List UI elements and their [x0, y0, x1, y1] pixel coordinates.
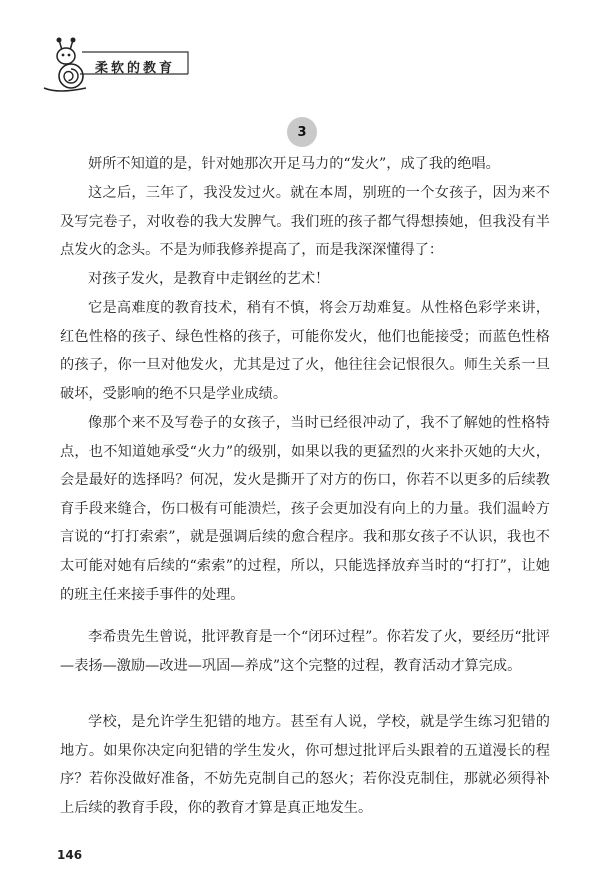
paragraph: 它是高难度的教育技术，稍有不慎，将会万劫难复。从性格色彩学来讲，红色性格的孩子、绿色性格的孩子，可能你发火，他们也能接受；而蓝色性格的孩子，你一旦对他发火，尤其是过了火，他往往会记恨很久。师生关系一旦破坏，受影响的绝不只是学业成绩。 [60, 300, 550, 402]
book-title: 柔软的教育 [95, 61, 176, 76]
paragraph: 李希贵先生曾说，批评教育是一个“闭环过程”。你若发了火，要经历“批评—表扬—激励—改进—巩固—养成”这个完整的过程，教育活动才算完成。 [60, 629, 550, 674]
paragraph: 学校，是允许学生犯错的地方。甚至有人说，学校，就是学生练习犯错的地方。如果你决定向犯错的学生发火，你可想过批评后头跟着的五道漫长的程序？若你没做好准备，不妨先克制自己的怒火；若你没克制住，那就必须得补上后续的教育手段，你的教育才算是真正地发生。 [60, 714, 550, 816]
page-number: 146 [57, 848, 83, 862]
paragraph: 妍所不知道的是，针对她那次开足马力的“发火”，成了我的绝唱。 [88, 156, 500, 172]
paragraph: 对孩子发火，是教育中走钢丝的艺术！ [88, 271, 330, 287]
running-header [0, 0, 605, 100]
section-number-badge: 3 [287, 117, 317, 147]
paragraph: 这之后，三年了，我没发过火。就在本周，别班的一个女孩子，因为来不及写完卷子，对收卷的我大发脾气。我们班的孩子都气得想揍她，但我没有半点发火的念头。不是为师我修养提高了，而是我深深懂得了： [60, 185, 550, 259]
paragraph: 像那个来不及写卷子的女孩子，当时已经很冲动了，我不了解她的性格特点，也不知道她承受“火力”的级别，如果以我的更猛烈的火来扑灭她的大火，会是最好的选择吗？何况，发火是撕开了对方的伤口，你若不以更多的后续教育手段来缝合，伤口极有可能溃烂，孩子会更加没有向上的力量。我们温岭方言说的“打打索索”，就是强调后续的愈合程序。我和那女孩子不认识，我也不太可能对她有后续的“索索”的过程，所以，只能选择放弃当时的“打打”，让她的班主任来接手事件的处理。 [60, 415, 550, 603]
